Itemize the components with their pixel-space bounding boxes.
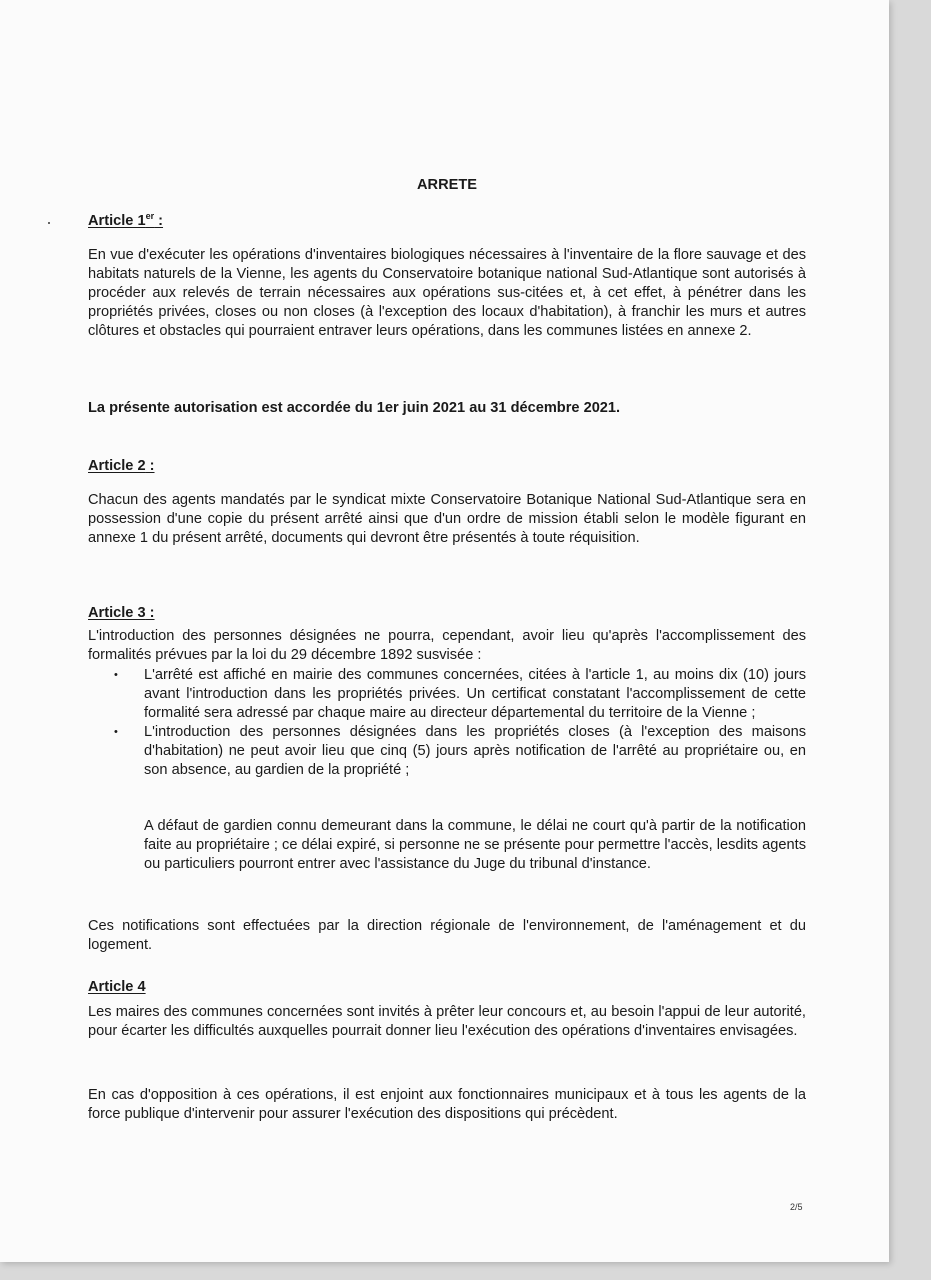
article-3-heading-text: Article 3 — [88, 605, 146, 621]
article-2-heading-text: Article 2 — [88, 458, 146, 474]
authorization-period: La présente autorisation est accordée du 1er juin 2021 au 31 décembre 2021. — [88, 400, 621, 416]
article-3-heading — [88, 604, 155, 623]
list-item: • L'introduction des personnes désignées dans les propriétés closes (à l'exception des maisons d'habitation) ne peut avoir lieu que cinq (5) jours après notification de l'arrêté au propriétaire ou, en son absence, au gardien de la propriété ; — [88, 723, 806, 780]
article-3-closing: Ces notifications sont effectuées par la direction régionale de l'environnement, de l'aménagement et du logement. — [88, 918, 806, 953]
article-2-heading-colon: : — [145, 458, 155, 474]
article-4-paragraph-1: Les maires des communes concernées sont invités à prêter leur concours et, au besoin l'appui de leur autorité, pour écarter les difficultés auxquelles pourrait donner lieu l'exécution des opérations d'inventaires envisagées. — [88, 1004, 806, 1039]
article-1-heading-sup: er — [145, 211, 155, 221]
article-4-heading: Article 4 — [88, 979, 146, 995]
article-4-paragraph-2: En cas d'opposition à ces opérations, il est enjoint aux fonctionnaires municipaux et à tous les agents de la force publique d'intervenir pour assurer l'exécution des dispositions qui précèdent. — [88, 1087, 806, 1122]
list-item: • L'arrêté est affiché en mairie des communes concernées, citées à l'article 1, au moins dix (10) jours avant l'introduction dans les propriétés privées. Un certificat constatant l'accomplissement de cette formalité sera adressé par chaque maire au directeur départemental du territoire de la Vienne ; — [88, 666, 806, 723]
article-3-indented-paragraph: A défaut de gardien connu demeurant dans la commune, le délai ne court qu'à partir de la notification faite au propriétaire ; ce délai expiré, si personne ne se présente pour permettre l'accès, lesdits agents ou particuliers pourront entrer avec l'assistance du Juge du tribunal d'instance. — [144, 818, 806, 872]
article-2-paragraph: Chacun des agents mandatés par le syndicat mixte Conservatoire Botanique National Sud-Atlantique sera en possession d'une copie du présent arrêté ainsi que d'un ordre de mission établi selon le modèle figurant en annexe 1 du présent arrêté, documents qui devront être présentés à toute réquisition. — [88, 492, 806, 546]
article-1-heading-text: Article 1 — [88, 213, 146, 229]
article-2-heading — [88, 457, 155, 476]
article-3-intro: L'introduction des personnes désignées ne pourra, cependant, avoir lieu qu'après l'accomplissement des formalités prévues par la loi du 29 décembre 1892 susvisée : — [88, 628, 806, 663]
article-1-paragraph: En vue d'exécuter les opérations d'inventaires biologiques nécessaires à l'inventaire de la flore sauvage et des habitats naturels de la Vienne, les agents du Conservatoire botanique national Sud-Atlantique sont autorisés à procéder aux relevés de terrain nécessaires aux opérations sus-citées et, à cet effet, à pénétrer dans les propriétés privées, closes ou non closes (à l'exception des locaux d'habitation), à franchir les murs et autres clôtures et obstacles qui pourraient entraver leurs opérations, dans les communes listées en annexe 2. — [88, 247, 806, 339]
article-3-bullet-list — [88, 666, 806, 780]
scan-speck — [48, 222, 50, 224]
article-1-heading-colon: : — [154, 213, 164, 229]
article-3-heading-colon: : — [145, 605, 155, 621]
document-title: ARRETE — [417, 177, 477, 193]
page-number: 2/5 — [790, 1202, 803, 1212]
article-1-heading — [88, 207, 163, 231]
